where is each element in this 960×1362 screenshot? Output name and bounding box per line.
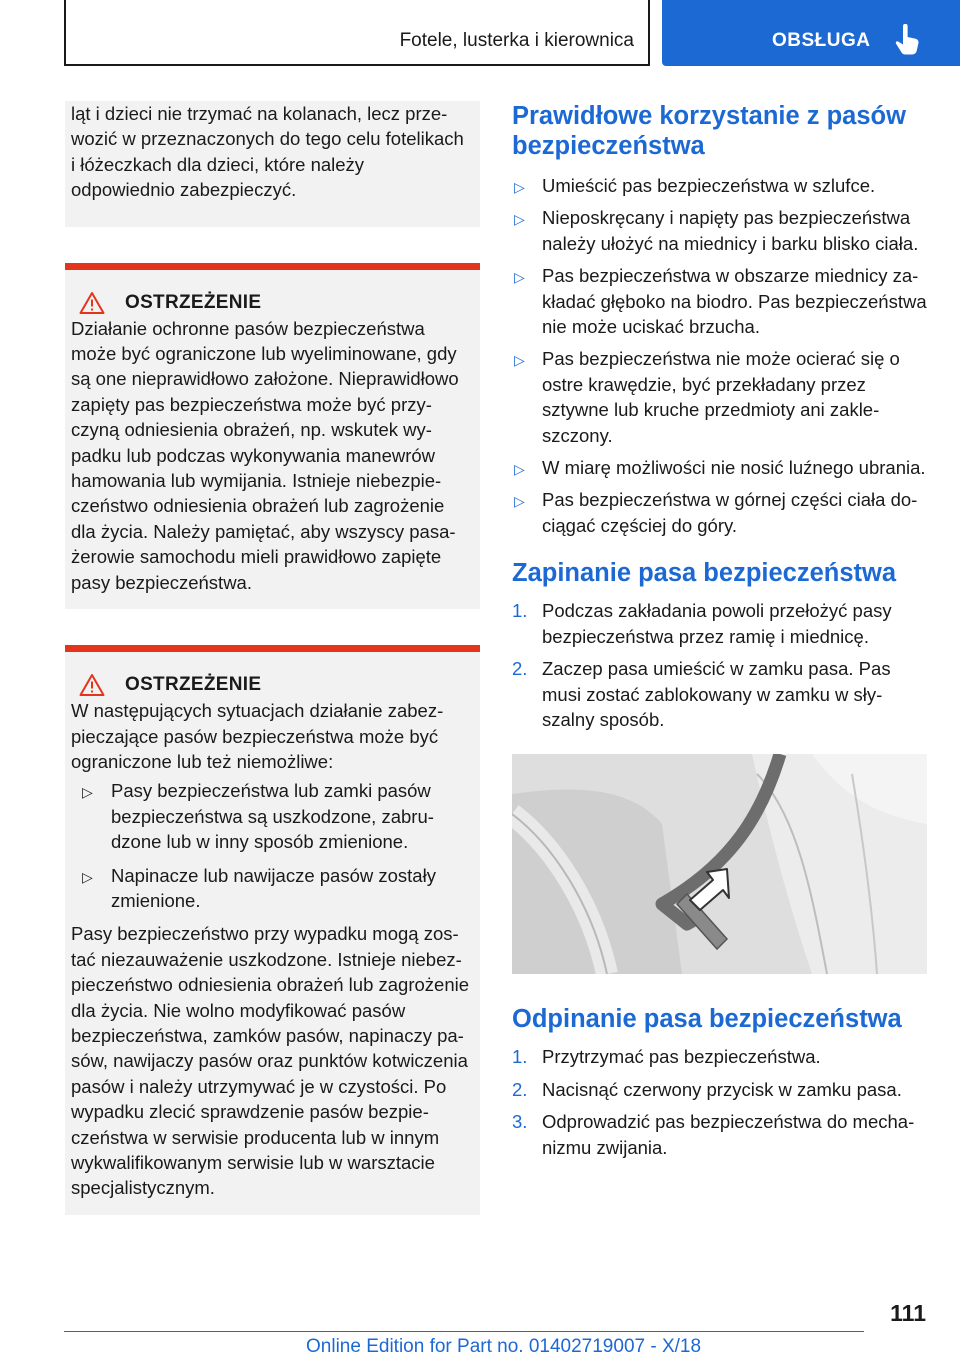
seatbelt-illustration-drawing xyxy=(512,754,927,974)
list-item: 1. Podczas zakładania powoli przełożyć pasy bezpieczeństwa przez ramię i miednicę. xyxy=(512,600,892,647)
warning-bar xyxy=(65,645,480,652)
triangle-bullet-icon: ▷ xyxy=(514,352,525,369)
list-item: ▷ W miarę możliwości nie nosić luźnego ubrania. xyxy=(512,455,927,480)
right-column xyxy=(512,101,927,1167)
usage-list xyxy=(512,173,927,538)
warning-triangle-icon xyxy=(79,291,105,315)
triangle-bullet-icon: ▷ xyxy=(82,784,93,801)
warning-triangle-icon xyxy=(79,673,105,697)
triangle-bullet-icon: ▷ xyxy=(82,868,93,885)
list-item: 1. Przytrzymać pas bezpieczeństwa. xyxy=(512,1046,821,1068)
list-item: 2. Zaczep pasa umieścić w zamku pasa. Pas musi zostać zablokowany w zamku w słyszalny sposób. xyxy=(512,658,891,730)
triangle-bullet-icon: ▷ xyxy=(514,461,525,478)
list-item: 2. Nacisnąć czerwony przycisk w zamku pasa. xyxy=(512,1078,902,1100)
list-item: ▷ Napinacze lub nawijacze pasów zostały zmienione. xyxy=(82,864,436,911)
warning-intro: W następujących sytuacjach działanie zabezpieczające pasów bezpieczeństwa może być ograniczone lub też niemożliwe: xyxy=(71,700,444,772)
triangle-bullet-icon: ▷ xyxy=(514,179,525,195)
warning-title: OSTRZEŻENIE xyxy=(125,291,262,313)
list-item: 3. Odprowadzić pas bezpieczeństwa do mechanizmu zwijania. xyxy=(512,1111,915,1158)
section-heading: Zapinanie pasa bezpieczeństwa xyxy=(512,559,897,588)
warning-box-2 xyxy=(65,652,480,1215)
warning-header xyxy=(71,270,472,316)
seatbelt-illustration xyxy=(512,754,927,974)
warning-text: Działanie ochronne pasów bezpieczeństwa może być ograniczone lub wyeliminowane, gdy są one nieprawidłowo założone. Nieprawidłowo zapięty pas bezpieczeństwa może być przyczyną odniesienia obrażeń, np. wskutek wypadku lub podczas wykonywania manewrów hamowania lub wymijania. Istnieje niebezpieczeństwo odniesienia obrażeń lub zagrożenie dla życia. Należy pamiętać, aby wszyscy pasażerowie samochodu mieli prawidłowo zapięte pasy bezpieczeństwa. xyxy=(71,317,459,593)
left-column xyxy=(65,101,480,1215)
section-heading: Odpinanie pasa bezpieczeństwa xyxy=(512,1005,902,1034)
warning-header xyxy=(71,652,472,698)
spacer xyxy=(65,609,480,645)
header-chapter-box xyxy=(64,0,650,66)
triangle-bullet-icon: ▷ xyxy=(514,493,525,510)
warning-text: Pasy bezpieczeństwo przy wypadku mogą zostać niezauważenie uszkodzone. Istnieje niebezpieczeństwo odniesienia obrażeń lub zagrożenie dla życia. Nie wolno modyfikować pasów bezpieczeństwa, zamków pasów, napinaczy pasów, nawijaczy pasów oraz punktów kotwiczenia pasów i należy utrzymywać je w czystości. Po wypadku zlecić sprawdzenie pasów bezpieczeństwa w serwisie producenta lub w innym wykwalifikowanym serwisie lub w warsztacie specjalistycznym. xyxy=(71,923,470,1199)
footer-divider xyxy=(64,1331,864,1332)
triangle-bullet-icon: ▷ xyxy=(514,211,525,228)
list-item: ▷ Pas bezpieczeństwa w górnej części ciała dociągać częściej do góry. xyxy=(514,489,918,536)
intro-text: ląt i dzieci nie trzymać na kolanach, lecz przewozić w przeznaczonych do tego celu fotelikach i łóżeczkach dla dzieci, które należy odpowiednio zabezpieczyć. xyxy=(71,103,464,201)
warning-box-1 xyxy=(65,270,480,609)
list-item: ▷ Pasy bezpieczeństwa lub zamki pasów bezpieczeństwa są uszkodzone, zabrudzone lub w inny sposób zmienione. xyxy=(82,780,434,853)
section-tab-label: OBSŁUGA xyxy=(772,30,871,51)
page-number: 111 xyxy=(890,1300,926,1326)
warning-title: OSTRZEŻENIE xyxy=(125,674,262,696)
fasten-steps xyxy=(512,598,927,732)
warning-list xyxy=(71,778,472,913)
edition-note: Online Edition for Part no. 01402719007 - X/18 xyxy=(306,1336,702,1357)
warning-bar xyxy=(65,263,480,270)
spacer xyxy=(65,227,480,263)
pointing-hand-icon xyxy=(894,24,924,56)
triangle-bullet-icon: ▷ xyxy=(514,269,525,286)
list-item: ▷ Pas bezpieczeństwa w obszarze miednicy zakładać głęboko na biodro. Pas bezpieczeństwa nie może uciskać brzucha. xyxy=(514,265,927,338)
list-item: ▷ Pas bezpieczeństwa nie może ocierać się o ostre krawędzie, być przekładany przez sztywne lub kruche przedmioty ani zakleszczony. xyxy=(514,348,900,446)
list-item: ▷ Nieposkręcany i napięty pas bezpieczeństwa należy ułożyć na miednicy i barku blisko ciała. xyxy=(514,207,919,254)
intro-box xyxy=(65,101,480,227)
unfasten-steps xyxy=(512,1044,927,1160)
list-item: ▷ Umieścić pas bezpieczeństwa w szlufce. xyxy=(512,173,927,198)
chapter-title: Fotele, lusterka i kierownica xyxy=(399,30,634,51)
section-heading: Prawidłowe korzystanie z pasów bezpieczeństwa xyxy=(512,102,906,160)
section-tab[interactable] xyxy=(662,0,960,66)
